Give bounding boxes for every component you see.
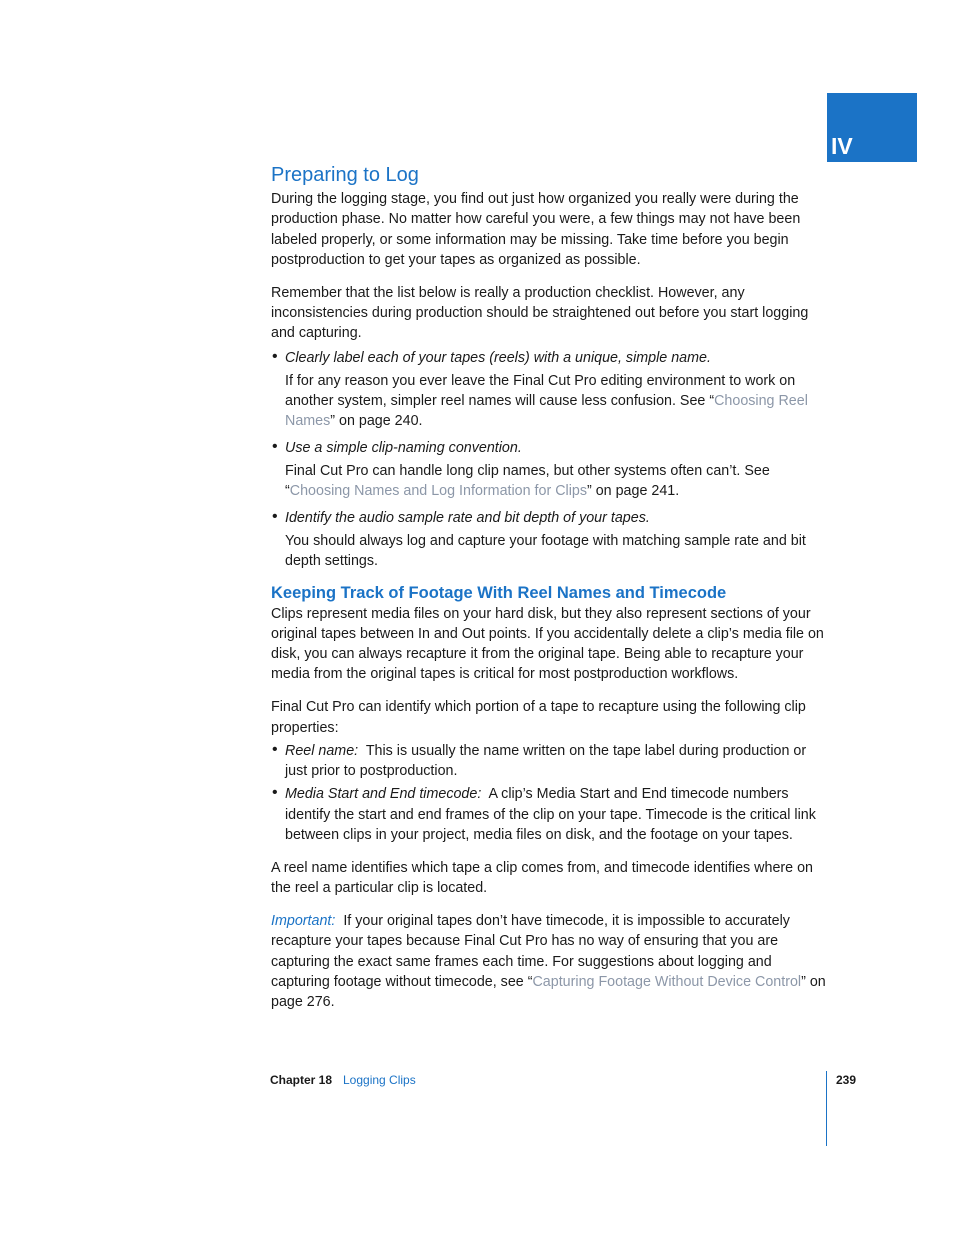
part-tab bbox=[827, 93, 917, 162]
part-tab-label: IV bbox=[831, 133, 853, 159]
footer-chapter-title: Logging Clips bbox=[343, 1073, 416, 1087]
important-label: Important: bbox=[271, 912, 336, 929]
bullet-body: If for any reason you ever leave the Final Cut Pro editing environment to work on another system, simpler reel names will cause less confusion. See “Choosing Reel Names” on page 240. bbox=[285, 372, 808, 430]
bullet-item bbox=[271, 348, 826, 368]
bullet-title: Clearly label each of your tapes (reels) with a unique, simple name. bbox=[285, 349, 711, 366]
bullet-text: A clip’s Media Start and End timecode numbers identify the start and end frames of the clip on your tape. Timecode is the critical link between clips in your project, media files on disk, and the footage on your tapes. bbox=[285, 786, 816, 844]
bullet-item bbox=[271, 508, 826, 528]
section-heading-keeping-track: Keeping Track of Footage With Reel Names and Timecode bbox=[271, 583, 727, 602]
page-content bbox=[271, 160, 826, 1012]
section-heading-preparing-to-log: Preparing to Log bbox=[271, 164, 419, 186]
cross-reference-link[interactable]: Capturing Footage Without Device Control bbox=[532, 973, 802, 990]
cross-reference-link[interactable]: Choosing Names and Log Information for Clips bbox=[289, 483, 587, 500]
paragraph: Clips represent media files on your hard disk, but they also represent sections of your original tapes between In and Out points. If you accidentally delete a clip’s media file on disk, you can always recapture it from the original tape. Being able to recapture your media from the original tapes is critical for most postproduction workflows. bbox=[271, 605, 824, 683]
paragraph: Final Cut Pro can identify which portion of a tape to recapture using the following clip properties: bbox=[271, 699, 806, 736]
paragraph: During the logging stage, you find out just how organized you really were during the production phase. No matter how careful you were, a few things may not have been labeled properly, or some information may be missing. Take time before you begin postproduction to get your tapes as organized as possible. bbox=[271, 191, 801, 268]
bullet-marker: • bbox=[272, 347, 278, 365]
bullet-item bbox=[271, 438, 826, 458]
bullet-title: Use a simple clip-naming convention. bbox=[285, 439, 522, 456]
bullet-item bbox=[271, 741, 826, 782]
bullet-text: This is usually the name written on the tape label during production or just prior to postproduction. bbox=[285, 742, 807, 780]
footer-chapter: Chapter 18 bbox=[270, 1073, 333, 1087]
important-note: Important: If your original tapes don’t have timecode, it is impossible to accurately recapture your tapes because Final Cut Pro has no way of ensuring that you are capturing the exact same frames each time. For suggestions about logging and capturing footage without timecode, see “Capturing Footage Without Device Control” on page 276. bbox=[271, 912, 826, 1011]
paragraph: Remember that the list below is really a production checklist. However, any inconsistencies during production should be straightened out before you start logging and capturing. bbox=[271, 284, 809, 342]
bullet-term: Media Start and End timecode: bbox=[285, 786, 482, 803]
bullet-term: Reel name: bbox=[285, 742, 359, 759]
footer-divider bbox=[826, 1071, 827, 1146]
bullet-marker: • bbox=[272, 437, 278, 455]
page-number: 239 bbox=[836, 1073, 857, 1087]
bullet-marker: • bbox=[272, 784, 278, 802]
bullet-body: Final Cut Pro can handle long clip names, but other systems often can’t. See “Choosing Names and Log Information for Clips” on page 241. bbox=[285, 463, 770, 500]
bullet-title: Identify the audio sample rate and bit depth of your tapes. bbox=[285, 509, 650, 526]
bullet-marker: • bbox=[272, 507, 278, 525]
bullet-item bbox=[271, 784, 826, 845]
paragraph: A reel name identifies which tape a clip comes from, and timecode identifies where on the reel a particular clip is located. bbox=[271, 859, 813, 897]
cross-reference-link[interactable]: Choosing Reel Names bbox=[285, 393, 808, 430]
bullet-marker: • bbox=[272, 740, 278, 758]
bullet-body: You should always log and capture your footage with matching sample rate and bit depth settings. bbox=[285, 532, 806, 570]
